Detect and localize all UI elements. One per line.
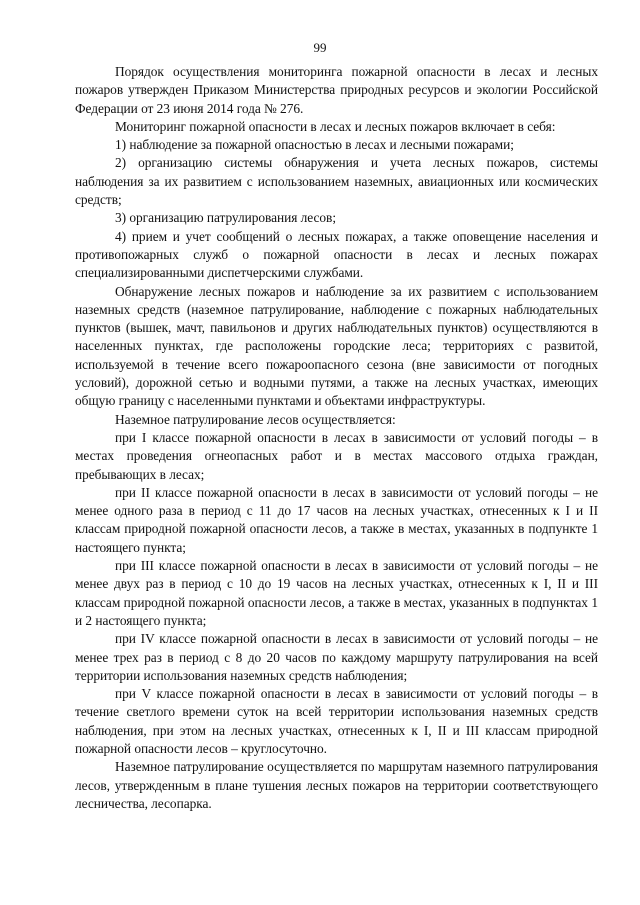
paragraph: при III классе пожарной опасности в лесах в зависимости от условий погоды – не менее двух раз в период с 10 до 19 часов на лесных участках, отнесенных к I, II и III классам природной пожарной опасности лесов, а также в местах, указанных в подпунктах 1 и 2 настоящего пункта; bbox=[75, 558, 598, 628]
paragraph: Наземное патрулирование осуществляется по маршрутам наземного патрулирования лесов, утвержденным в плане тушения лесных пожаров на территории соответствующего лесничества, лесопарка. bbox=[75, 759, 598, 811]
paragraph: Порядок осуществления мониторинга пожарной опасности в лесах и лесных пожаров утвержден Приказом Министерства природных ресурсов и экологии Российской Федерации от 23 июня 2014 года № 276. bbox=[75, 64, 598, 116]
paragraph: при I классе пожарной опасности в лесах в зависимости от условий погоды – в местах проведения огнеопасных работ и в местах массового отдыха граждан, пребывающих в лесах; bbox=[75, 429, 598, 482]
paragraph: Мониторинг пожарной опасности в лесах и лесных пожаров включает в себя: bbox=[115, 118, 556, 134]
document-body bbox=[75, 63, 598, 813]
paragraph: 2) организацию системы обнаружения и учета лесных пожаров, системы наблюдения за их развитием с использованием наземных, авиационных или космических средств; bbox=[75, 155, 598, 208]
paragraph: при II классе пожарной опасности в лесах в зависимости от условий погоды – не менее одного раза в период с 11 до 17 часов на лесных участках, отнесенных к I и II классам природной пожарной опасности лесов, а также в местах, указанных в подпункте 1 настоящего пункта; bbox=[75, 484, 598, 555]
paragraph: Наземное патрулирование лесов осуществляется: bbox=[115, 411, 396, 427]
paragraph: 4) прием и учет сообщений о лесных пожарах, а также оповещение населения и противопожарных служб о пожарной опасности в лесах и лесных пожарах специализированными диспетчерскими службами. bbox=[75, 228, 598, 281]
paragraph: 1) наблюдение за пожарной опасностью в лесах и лесными пожарами; bbox=[115, 137, 514, 153]
paragraph: при IV классе пожарной опасности в лесах в зависимости от условий погоды – не менее трех раз в период с 8 до 20 часов по каждому маршруту патрулирования на всей территории использования наземных средств наблюдения; bbox=[75, 631, 598, 683]
paragraph: при V классе пожарной опасности в лесах в зависимости от условий погоды – в течение светлого времени суток на всей территории использования наземных средств наблюдения, при этом на лесных участках, отнесенных к I, II и III классам природной пожарной опасности лесов – круглосуточно. bbox=[75, 686, 598, 756]
page-number: 99 bbox=[313, 40, 327, 55]
paragraph: 3) организацию патрулирования лесов; bbox=[115, 210, 336, 226]
paragraph: Обнаружение лесных пожаров и наблюдение за их развитием с использованием наземных средств (наземное патрулирование, наблюдение с пожарных наблюдательных пунктов (вышек, мачт, павильонов и других наблюдательных пунктов) осуществляются в населенных пунктах, где расположены городские леса; территориях с развитой, используемой в течение всего пожароопасного сезона (вне зависимости от погодных условий), дорожной сетью и водными путями, а также на лесных участках, имеющих общую границу с населенными пунктами и объектами инфраструктуры. bbox=[75, 283, 598, 409]
